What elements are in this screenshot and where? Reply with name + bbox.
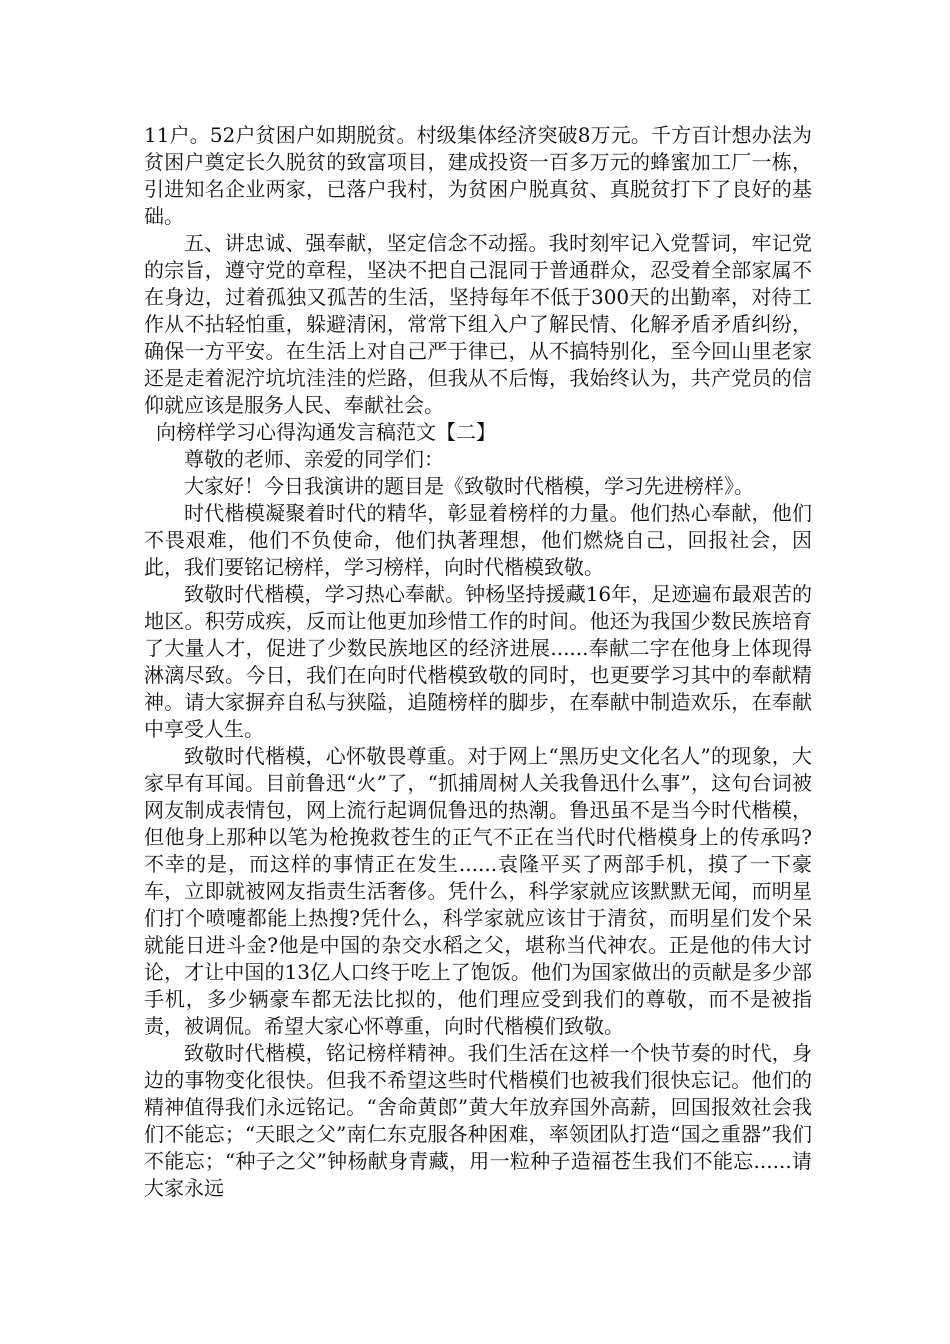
paragraph-respect: 致敬时代楷模，心怀敬畏尊重。对于网上“黑历史文化名人”的现象，大家早有耳闻。目前鲁迅“火”了，“抓捕周树人关我鲁迅什么事”，这句台词被网友制成表情包，网上流行起调侃鲁迅的热潮。鲁迅虽不是当今时代楷模，但他身上那种以笔为枪挽救苍生的正气不正在当代时代楷模身上的传承吗?不幸的是，而这样的事情正在发生......袁隆平买了两部手机，摸了一下豪车，立即就被网友指责生活奢侈。凭什么，科学家就应该默默无闻，而明星们打个喷嚏都能上热搜?凭什么，科学家就应该甘于清贫，而明星们发个呆就能日进斗金?他是中国的杂交水稻之父，堪称当代神农。正是他的伟大讨论，才让中国的13亿人口终于吃上了饱饭。他们为国家做出的贡献是多少部手机，多少辆豪车都无法比拟的，他们理应受到我们的尊敬，而不是被指责，被调侃。希望大家心怀尊重，向时代楷模们致敬。	[144, 744, 812, 1038]
paragraph-dedication: 致敬时代楷模，学习热心奉献。钟杨坚持援藏16年，足迹遍布最艰苦的地区。积劳成疾，反而让他更加珍惜工作的时间。他还为我国少数民族培育了大量人才，促进了少数民族地区的经济进展......奉献二字在他身上体现得淋漓尽致。今日，我们在向时代楷模致敬的同时，也更要学习其中的奉献精神。请大家摒弃自私与狭隘，追随榜样的脚步，在奉献中制造欢乐，在奉献中享受人生。	[144, 582, 812, 741]
salutation: 尊敬的老师、亲爱的同学们：	[184, 447, 444, 471]
paragraph-loyalty: 五、讲忠诚、强奉献，坚定信念不动摇。我时刻牢记入党誓词，牢记党的宗旨，遵守党的章程，坚决不把自己混同于普通群众，忍受着全部家属不在身边，过着孤独又孤苦的生活，坚持每年不低于300天的出勤率，对待工作从不拈轻怕重，躲避清闲，常常下组入户了解民情、化解矛盾矛盾纠纷，确保一方平安。在生活上对自己严于律已，从不搞特别化，至今回山里老家还是走着泥泞坑坑洼洼的烂路，但我从不后悔，我始终认为，共产党员的信仰就应该是服务人民、奉献社会。	[144, 231, 812, 417]
paragraph-intro: 大家好！今日我演讲的题目是《致敬时代楷模，学习先进榜样》。	[184, 474, 754, 498]
paragraph-remember: 致敬时代楷模，铭记榜样精神。我们生活在这样一个快节奏的时代，身边的事物变化很快。但我不希望这些时代楷模们也被我们很快忘记。他们的精神值得我们永远铭记。“舍命黄郎”黄大年放弃国外高薪，回国报效社会我们不能忘；“天眼之父”南仁东克服各种困难，率领团队打造“国之重器”我们不能忘；“种子之父”钟杨献身青藏，用一粒种子造福苍生我们不能忘......请大家永远	[144, 1041, 812, 1200]
document-page	[144, 122, 812, 1202]
paragraph-continuation: 11户。52户贫困户如期脱贫。村级集体经济突破8万元。千方百计想办法为贫困户奠定长久脱贫的致富项目，建成投资一百多万元的蜂蜜加工厂一栋，引进知名企业两家，已落户我村，为贫困户脱真贫、真脱贫打下了良好的基础。	[144, 123, 812, 228]
section-heading: 向榜样学习心得沟通发言稿范文【二】	[156, 420, 496, 444]
paragraph-role-models: 时代楷模凝聚着时代的精华，彰显着榜样的力量。他们热心奉献，他们不畏艰难，他们不负使命，他们执著理想，他们燃烧自己，回报社会，因此，我们要铭记榜样，学习榜样，向时代楷模致敬。	[144, 501, 812, 579]
